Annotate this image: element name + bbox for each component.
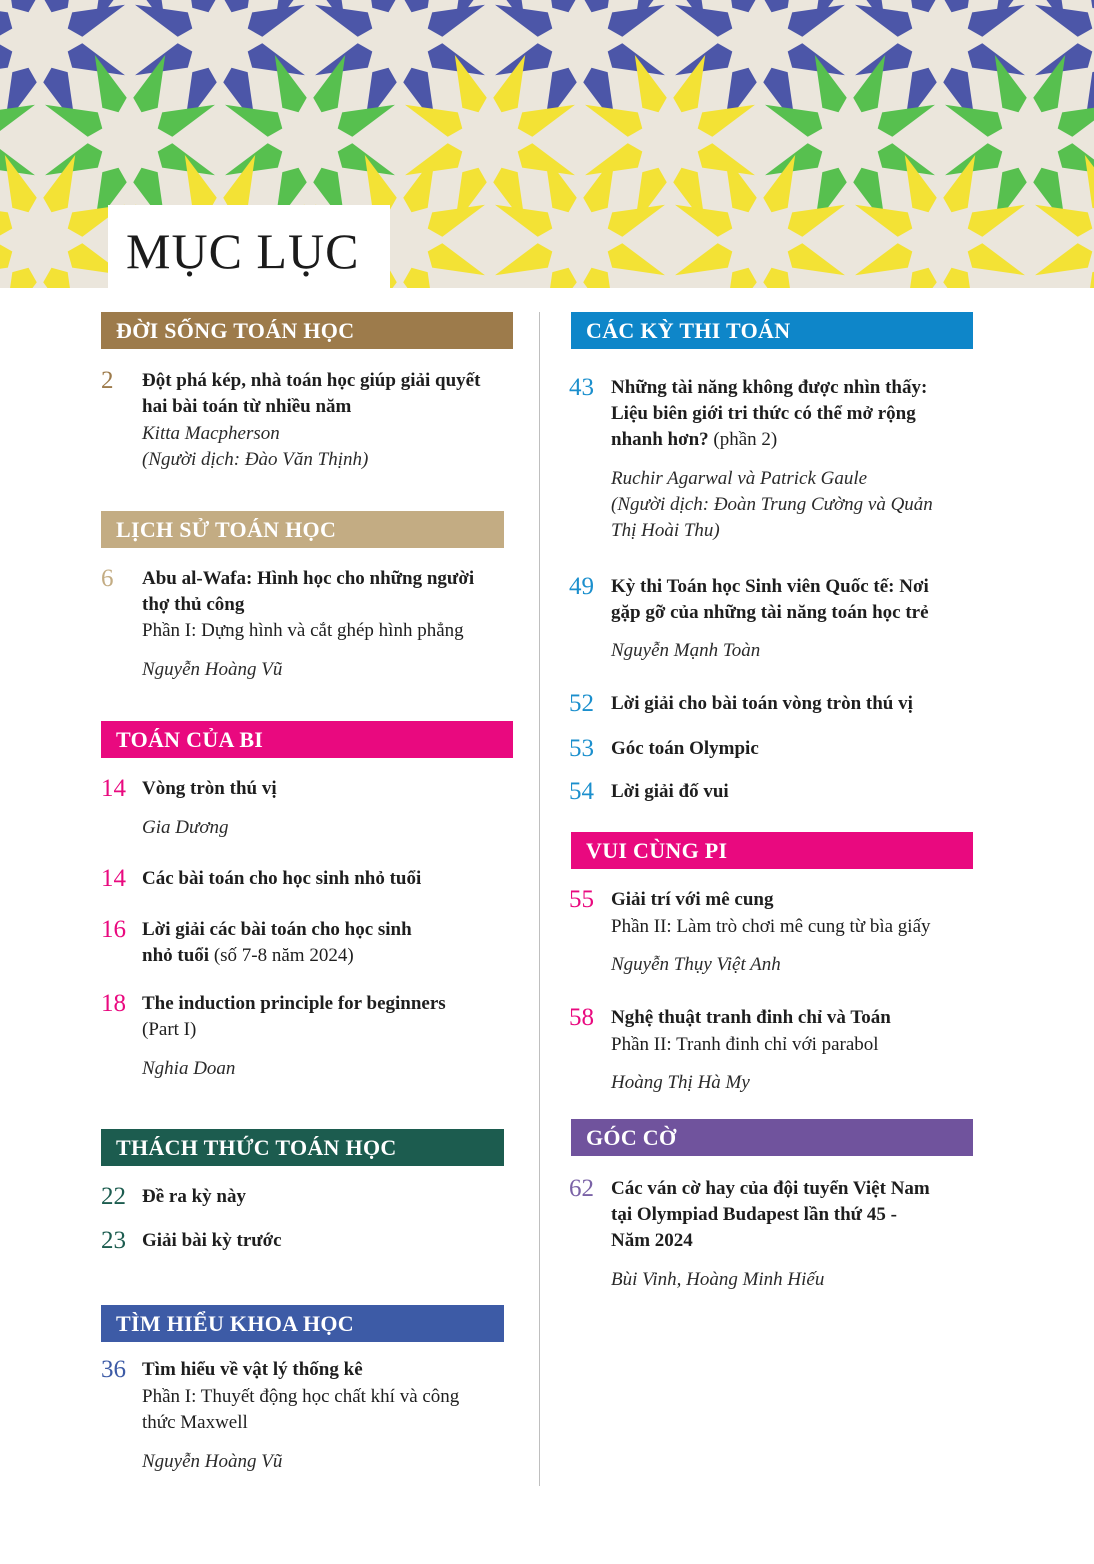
page-number[interactable]: 23 [101,1227,126,1254]
section-header: THÁCH THỨC TOÁN HỌC [101,1129,504,1166]
section-header: ĐỜI SỐNG TOÁN HỌC [101,312,513,349]
article-author-line: Nghia Doan [142,1058,236,1079]
article-subtitle-line: Phần II: Tranh đinh chỉ với parabol [611,1034,879,1055]
page-number[interactable]: 49 [569,573,594,600]
page-number[interactable]: 58 [569,1004,594,1031]
article-author-line: Nguyễn Mạnh Toàn [611,640,761,661]
article-author-line: (Người dịch: Đào Văn Thịnh) [142,449,369,470]
article-subtitle-line: Phần II: Làm trò chơi mê cung từ bìa giấy [611,916,931,937]
page-number[interactable]: 53 [569,735,594,762]
section-header: TÌM HIỂU KHOA HỌC [101,1305,504,1342]
article-title-line[interactable]: Đề ra kỳ này [142,1186,246,1207]
page-number[interactable]: 54 [569,778,594,805]
section-header: GÓC CỜ [571,1119,973,1156]
article-subtitle-line: (Part I) [142,1019,197,1040]
article-title-line[interactable]: gặp gỡ của những tài năng toán học trẻ [611,602,929,623]
article-title-line[interactable]: Abu al-Wafa: Hình học cho những người [142,568,475,589]
section-header: TOÁN CỦA BI [101,721,513,758]
section-header: CÁC KỲ THI TOÁN [571,312,973,349]
pattern-rosette [712,192,808,288]
page-number[interactable]: 2 [101,367,114,394]
article-title-line[interactable]: Nghệ thuật tranh đinh chỉ và Toán [611,1007,891,1028]
article-author-line: Hoàng Thị Hà My [611,1072,750,1093]
page-title: MỤC LỤC [126,223,360,279]
section-header: LỊCH SỬ TOÁN HỌC [101,511,504,548]
section-header: VUI CÙNG PI [571,832,973,869]
pattern-rosette [532,192,628,288]
article-title-line[interactable]: Tìm hiểu về vật lý thống kê [142,1359,363,1380]
article-author-line: Gia Dương [142,817,229,838]
page-number[interactable]: 18 [101,990,126,1017]
article-title-line[interactable]: Liệu biên giới tri thức có thể mở rộng [611,403,916,424]
page-number[interactable]: 22 [101,1183,126,1210]
article-title-line[interactable]: Lời giải đố vui [611,781,729,802]
pattern-rosette [622,92,718,188]
article-author-line: Nguyễn Hoàng Vũ [142,1451,283,1472]
page-number[interactable]: 6 [101,565,114,592]
column-divider [539,312,540,1486]
page-number[interactable]: 52 [569,690,594,717]
article-title-line[interactable]: nhỏ tuổi (số 7-8 năm 2024) [142,945,354,966]
article-author-line: (Người dịch: Đoàn Trung Cường và Quản [611,494,933,515]
article-title-suffix: (phần 2) [708,429,778,450]
article-author-line: Nguyễn Hoàng Vũ [142,659,283,680]
page-number[interactable]: 55 [569,886,594,913]
article-author-line: Thị Hoài Thu) [611,520,720,541]
page-number[interactable]: 62 [569,1175,594,1202]
article-title-line[interactable]: Giải bài kỳ trước [142,1230,282,1251]
article-author-line: Nguyễn Thụy Việt Anh [611,954,781,975]
article-title-line[interactable]: tại Olympiad Budapest lần thứ 45 - [611,1204,897,1225]
pattern-rosette [442,92,538,188]
pattern-rosette [892,192,988,288]
article-title-line[interactable]: Lời giải các bài toán cho học sinh [142,919,412,940]
page-number[interactable]: 16 [101,916,126,943]
article-title-line[interactable]: Lời giải cho bài toán vòng tròn thú vị [611,693,913,714]
page-number[interactable]: 14 [101,865,126,892]
article-title-line[interactable]: thợ thủ công [142,594,245,615]
article-title-line[interactable]: Vòng tròn thú vị [142,778,277,799]
article-title-line[interactable]: Kỳ thi Toán học Sinh viên Quốc tế: Nơi [611,576,929,597]
article-title-line[interactable]: Những tài năng không được nhìn thấy: [611,377,928,398]
article-title-line[interactable]: nhanh hơn? (phần 2) [611,429,778,450]
pattern-rosette [982,92,1078,188]
article-subtitle-line: thức Maxwell [142,1412,248,1433]
page-number[interactable]: 36 [101,1356,126,1383]
page-number[interactable]: 14 [101,775,126,802]
article-title-line[interactable]: Giải trí với mê cung [611,889,774,910]
article-title-line[interactable]: hai bài toán từ nhiều năm [142,396,352,417]
pattern-rosette [802,92,898,188]
article-author-line: Kitta Macpherson [142,423,280,444]
article-title-line[interactable]: Năm 2024 [611,1230,693,1251]
pattern-rosette [262,92,358,188]
article-subtitle-line: Phần I: Dựng hình và cắt ghép hình phẳng [142,620,464,641]
article-title-line[interactable]: Các bài toán cho học sinh nhỏ tuổi [142,868,422,889]
pattern-rosette [82,92,178,188]
article-subtitle-line: Phần I: Thuyết động học chất khí và công [142,1386,460,1407]
article-title-line[interactable]: Các ván cờ hay của đội tuyển Việt Nam [611,1178,930,1199]
article-title-line[interactable]: Đột phá kép, nhà toán học giúp giải quyết [142,370,481,391]
article-title-suffix: (số 7-8 năm 2024) [209,945,354,966]
page-number[interactable]: 43 [569,374,594,401]
article-author-line: Ruchir Agarwal và Patrick Gaule [611,468,868,489]
article-title-line[interactable]: The induction principle for beginners [142,993,446,1014]
article-title-line[interactable]: Góc toán Olympic [611,738,759,759]
article-author-line: Bùi Vinh, Hoàng Minh Hiếu [611,1269,825,1290]
